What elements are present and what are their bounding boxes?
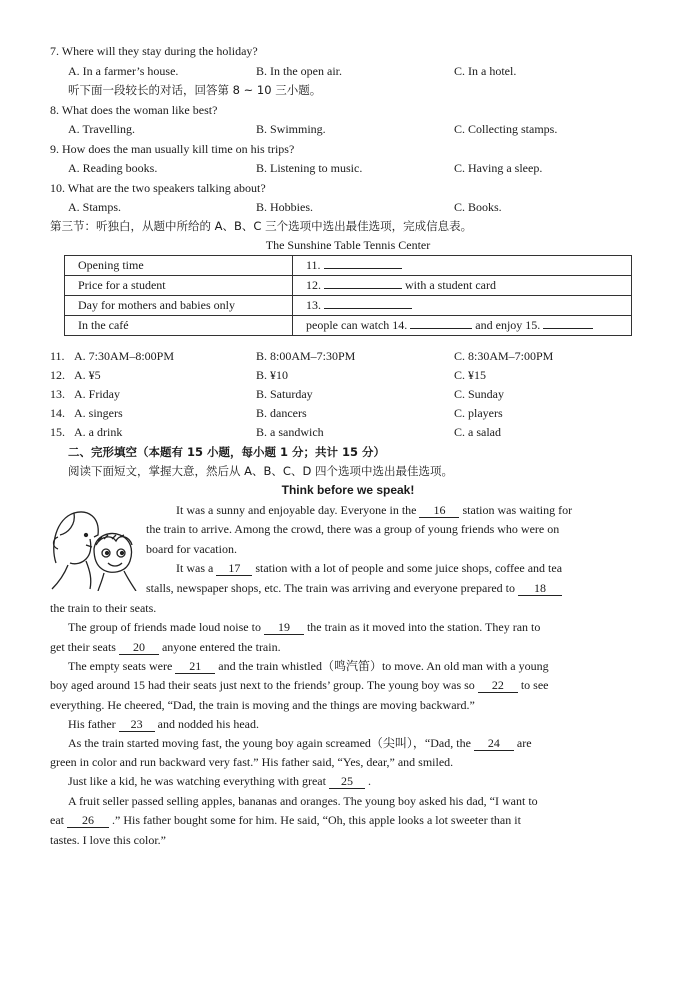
passage-title: Think before we speak! <box>281 483 415 497</box>
table-option-b: B. 8:00AM–7:30PM <box>256 349 356 363</box>
passage-text: get their seats <box>50 640 116 654</box>
passage-line <box>68 773 371 789</box>
passage-line <box>68 735 532 751</box>
passage-text: and the train whistled（鸣汽笛）to move. An old man with a young <box>218 659 549 673</box>
passage-line: A fruit seller passed selling apples, bananas and oranges. The young boy asked his dad, “I want to <box>68 794 538 808</box>
question-8-stem: 8. What does the woman like best? <box>50 103 218 117</box>
table-label: Day for mothers and babies only <box>65 296 293 316</box>
option-8a: A. Travelling. <box>68 122 136 136</box>
table-text: people can watch 14. <box>306 318 408 332</box>
table-answer-cell <box>293 296 632 316</box>
table-option-num: 13. <box>50 387 65 401</box>
option-10b: B. Hobbies. <box>256 200 313 214</box>
passage-line: tastes. I love this color.” <box>50 833 166 847</box>
blank-19[interactable]: 19 <box>264 620 304 635</box>
dialogue-instruction: 听下面一段较长的对话，回答第 8 ~ 10 三小题。 <box>68 83 322 97</box>
table-option-b: B. a sandwich <box>256 425 324 439</box>
table-option-a: A. a drink <box>74 425 123 439</box>
passage-line <box>50 677 548 693</box>
passage-line: board for vacation. <box>146 542 237 556</box>
info-table <box>64 255 632 336</box>
passage-line: the train to arrive. Among the crowd, there was a group of young friends who were on <box>146 522 560 536</box>
table-row <box>65 276 632 296</box>
table-option-a: A. 7:30AM–8:00PM <box>74 349 175 363</box>
blank-number: 12. <box>306 278 321 292</box>
blank-25[interactable]: 25 <box>329 774 365 789</box>
passage-text: are <box>516 736 532 750</box>
table-title: The Sunshine Table Tennis Center <box>265 238 431 252</box>
table-answer-cell <box>293 316 632 336</box>
table-option-b: B. ¥10 <box>256 368 289 382</box>
option-9b: B. Listening to music. <box>256 161 363 175</box>
table-option-num: 11. <box>50 349 65 363</box>
passage-line <box>68 716 259 732</box>
table-option-num: 15. <box>50 425 65 439</box>
passage-text: station with a lot of people and some juice shops, coffee and tea <box>255 561 563 575</box>
father-son-illustration-icon <box>46 505 144 591</box>
table-text: and enjoy 15. <box>475 318 541 332</box>
answer-blank[interactable] <box>324 297 412 309</box>
option-9c: C. Having a sleep. <box>454 161 543 175</box>
blank-26[interactable]: 26 <box>67 813 109 828</box>
table-row <box>65 256 632 276</box>
table-row <box>65 316 632 336</box>
option-8b: B. Swimming. <box>256 122 326 136</box>
option-9a: A. Reading books. <box>68 161 158 175</box>
blank-18[interactable]: 18 <box>518 581 562 596</box>
passage-text: station was waiting for <box>462 503 573 517</box>
table-label: Opening time <box>65 256 293 276</box>
table-option-c: C. players <box>454 406 503 420</box>
passage-line <box>146 580 562 596</box>
passage-line <box>176 560 562 576</box>
table-option-c: C. 8:30AM–7:00PM <box>454 349 554 363</box>
passage-text: stalls, newspaper shops, etc. The train was arriving and everyone prepared to <box>146 581 515 595</box>
table-option-c: C. a salad <box>454 425 501 439</box>
table-option-b: B. dancers <box>256 406 307 420</box>
passage-text: As the train started moving fast, the young boy again screamed（尖叫），“Dad, the <box>68 736 471 750</box>
question-10-stem: 10. What are the two speakers talking about? <box>50 181 266 195</box>
blank-22[interactable]: 22 <box>478 678 518 693</box>
table-row <box>65 296 632 316</box>
passage-text: to see <box>520 678 549 692</box>
table-answer-cell <box>293 276 632 296</box>
blank-16[interactable]: 16 <box>419 503 459 518</box>
option-7b: B. In the open air. <box>256 64 342 78</box>
blank-24[interactable]: 24 <box>474 736 514 751</box>
question-9-stem: 9. How does the man usually kill time on his trips? <box>50 142 295 156</box>
passage-text: and nodded his head. <box>157 717 259 731</box>
passage-line: green in color and run backward very fast.” His father said, “Yes, dear,” and smiled. <box>50 755 454 769</box>
passage-text: The empty seats were <box>68 659 173 673</box>
passage-line <box>176 502 572 518</box>
passage-text: It was a sunny and enjoyable day. Everyone in the <box>176 503 417 517</box>
passage-text: It was a <box>176 561 214 575</box>
passage-line <box>50 639 281 655</box>
blank-23[interactable]: 23 <box>119 717 155 732</box>
option-7c: C. In a hotel. <box>454 64 517 78</box>
blank-20[interactable]: 20 <box>119 640 159 655</box>
answer-blank[interactable] <box>324 277 402 289</box>
table-answer-cell <box>293 256 632 276</box>
cloze-heading: 二、完形填空（本题有 15 小题，每小题 1 分；共计 15 分） <box>68 445 386 459</box>
passage-line <box>68 619 540 635</box>
blank-17[interactable]: 17 <box>216 561 252 576</box>
cloze-instruction: 阅读下面短文，掌握大意，然后从 A、B、C、D 四个选项中选出最佳选项。 <box>68 464 453 478</box>
answer-blank[interactable] <box>324 257 402 269</box>
answer-blank[interactable] <box>543 317 593 329</box>
table-option-a: A. singers <box>74 406 123 420</box>
passage-text: anyone entered the train. <box>161 640 281 654</box>
passage-text: The group of friends made loud noise to <box>68 620 261 634</box>
table-option-a: A. Friday <box>74 387 120 401</box>
passage-line <box>68 658 549 674</box>
question-7-stem: 7. Where will they stay during the holiday? <box>50 44 258 58</box>
blank-21[interactable]: 21 <box>175 659 215 674</box>
table-option-num: 14. <box>50 406 65 420</box>
passage-text: eat <box>50 813 64 827</box>
passage-text: boy aged around 15 had their seats just next to the friends’ group. The young boy was so <box>50 678 475 692</box>
blank-number: 13. <box>306 298 321 312</box>
table-option-a: A. ¥5 <box>74 368 101 382</box>
answer-blank[interactable] <box>410 317 472 329</box>
table-option-c: C. Sunday <box>454 387 505 401</box>
table-option-num: 12. <box>50 368 65 382</box>
passage-text: His father <box>68 717 116 731</box>
passage-line: the train to their seats. <box>50 601 157 615</box>
passage-text: Just like a kid, he was watching everything with great <box>68 774 326 788</box>
table-note: with a student card <box>405 278 496 292</box>
blank-number: 11. <box>306 258 321 272</box>
option-7a: A. In a farmer’s house. <box>68 64 179 78</box>
table-option-b: B. Saturday <box>256 387 313 401</box>
table-option-c: C. ¥15 <box>454 368 487 382</box>
option-10c: C. Books. <box>454 200 502 214</box>
table-label: In the café <box>65 316 293 336</box>
passage-text: .” His father bought some for him. He said, “Oh, this apple looks a lot sweeter than it <box>112 813 521 827</box>
option-8c: C. Collecting stamps. <box>454 122 558 136</box>
passage-text: . <box>367 774 371 788</box>
passage-text: the train as it moved into the station. They ran to <box>306 620 541 634</box>
passage-line: everything. He cheered, “Dad, the train is moving and the things are moving backward.” <box>50 698 475 712</box>
table-label: Price for a student <box>65 276 293 296</box>
option-10a: A. Stamps. <box>68 200 122 214</box>
passage-line <box>50 812 521 828</box>
section-3-heading: 第三节：听独白，从题中所给的 A、B、C 三个选项中选出最佳选项，完成信息表。 <box>50 219 473 233</box>
